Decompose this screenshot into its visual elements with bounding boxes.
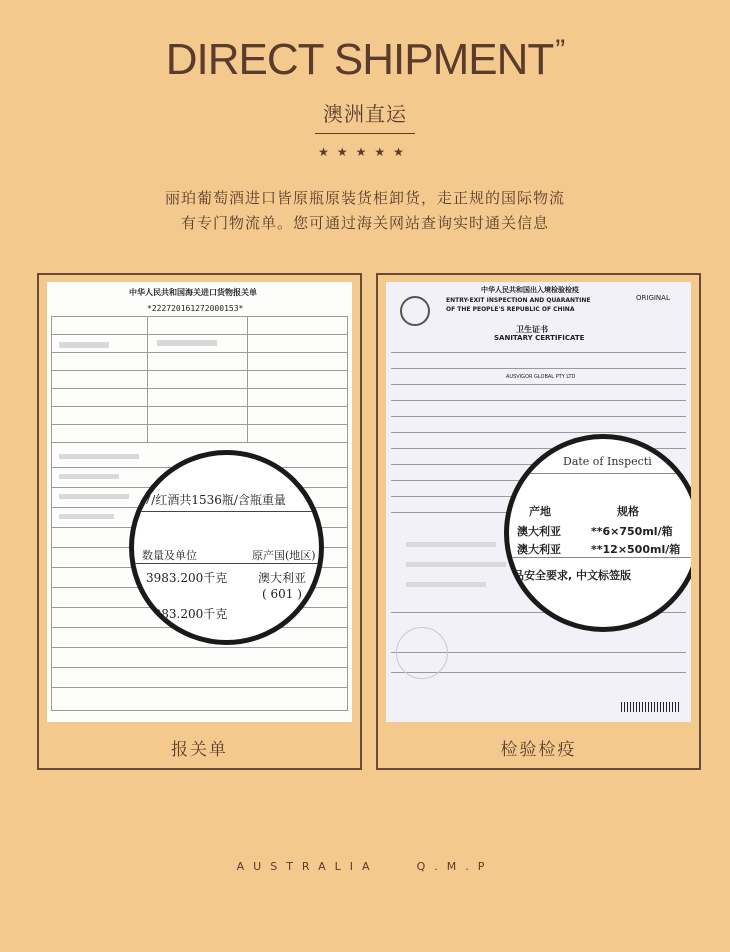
cert-title-cn: 中华人民共和国出入境检验检疫 [481, 286, 579, 294]
cert-consignor: AUSVIGOR GLOBAL PTY LTD [506, 374, 576, 380]
cert-title-en-1: ENTRY-EXIT INSPECTION AND QUARANTINE [446, 297, 591, 304]
footer-left: AUSTRALIA [236, 860, 379, 873]
customs-declaration-image [47, 282, 352, 722]
star-rating-icon: ★★★★★ [318, 145, 412, 159]
page-subtitle: 澳洲直运 [323, 102, 407, 126]
zoom-qty-header: 数量及单位 [142, 549, 197, 562]
customs-doc-title: 中华人民共和国海关进口货物报关单 [129, 288, 257, 297]
zoom-col-origin: 产地 [529, 505, 551, 518]
cert-original: ORIGINAL [636, 294, 670, 302]
customs-caption: 报关单 [171, 740, 228, 760]
cert-title-en-2: OF THE PEOPLE'S REPUBLIC OF CHINA [446, 306, 575, 313]
sanitary-certificate-panel [376, 273, 701, 770]
description-line-1: 丽珀葡萄酒进口皆原瓶原装货柜卸货，走正规的国际物流 [164, 189, 565, 207]
zoom-label-note: 品安全要求, 中文标签版 [513, 569, 632, 582]
zoom-row2-origin: 澳大利亚 [517, 543, 561, 556]
quote-mark: ” [555, 34, 565, 67]
zoom-origin-header: 原产国(地区) [252, 549, 316, 562]
zoom-col-spec: 规格 [617, 505, 639, 518]
footer-right: Q.M.P [416, 860, 494, 873]
ciq-logo-icon [400, 296, 430, 326]
zoom-origin-code: ( 601 ) [262, 587, 302, 601]
footer-text [0, 860, 730, 873]
zoom-goods-desc: 07/红酒共1536瓶/含瓶重量 [136, 493, 286, 507]
page-title: DIRECT SHIPMENT” [165, 34, 565, 84]
description [0, 186, 730, 236]
certificate-caption: 检验检疫 [500, 740, 577, 760]
zoom-row1-origin: 澳大利亚 [517, 525, 561, 538]
sanitary-certificate-image [386, 282, 691, 722]
barcode-icon [621, 702, 681, 712]
customs-magnifier [129, 450, 324, 645]
cert-name-cn: 卫生证书 [516, 325, 548, 334]
zoom-origin-country: 澳大利亚 [258, 571, 307, 585]
description-line-2: 有专门物流单。您可通过海关网站查询实时通关信息 [180, 214, 549, 232]
customs-serial: *222720161272000153* [147, 304, 244, 313]
zoom-row2-spec: **12×500ml/箱 [591, 543, 681, 556]
certificate-magnifier [504, 434, 691, 632]
zoom-qty-1: 3983.200千克 [146, 571, 228, 585]
title-divider [315, 133, 415, 134]
cert-name-en: SANITARY CERTIFICATE [494, 334, 585, 342]
zoom-row1-spec: **6×750ml/箱 [591, 525, 673, 538]
zoom-date: Date of Inspecti [563, 455, 652, 468]
zoom-qty-2: 3983.200千克 [146, 607, 228, 621]
customs-declaration-panel [37, 273, 362, 770]
